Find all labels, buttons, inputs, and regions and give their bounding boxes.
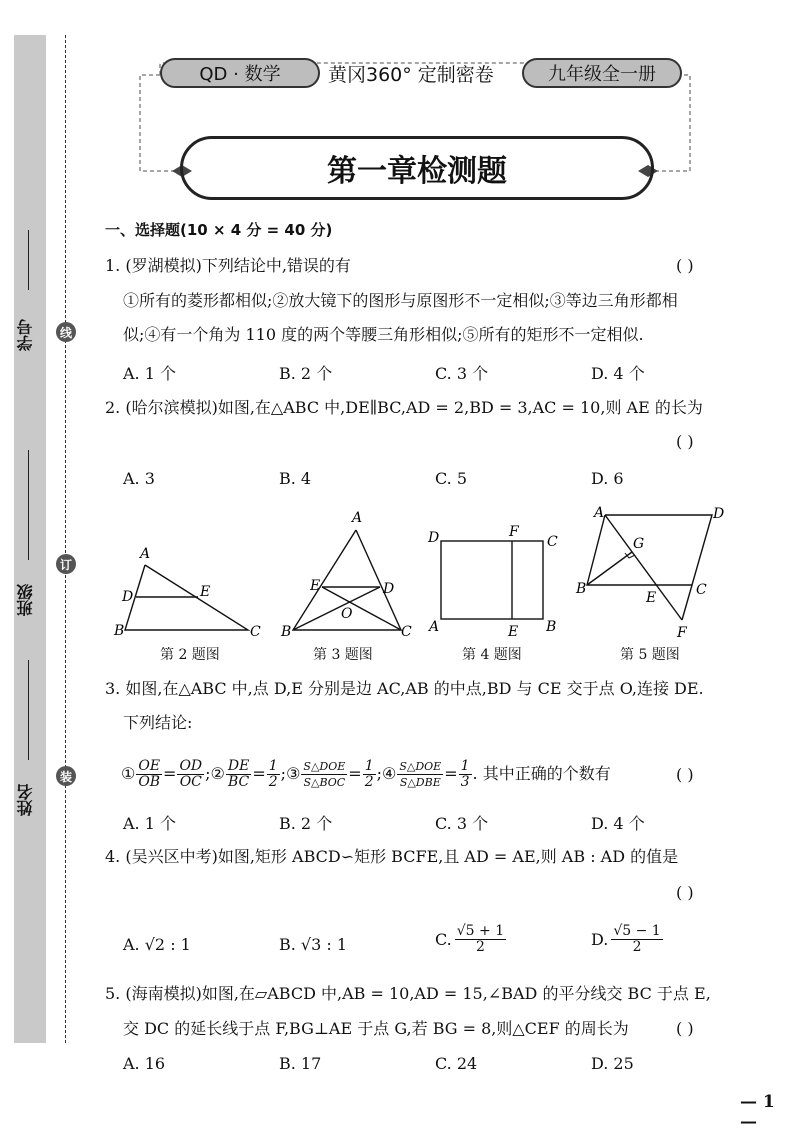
page-number: — 1 — xyxy=(740,1092,775,1132)
series-name: 黄冈360° 定制密卷 xyxy=(328,64,494,86)
fig4-label-c: C xyxy=(547,534,558,550)
q4-option-a: A. √2 : 1 xyxy=(123,935,191,954)
q5-stem-line1: 5. (海南模拟)如图,在▱ABCD 中,AB = 10,AD = 15,∠BAD 的平分线交 BC 于点 E, xyxy=(105,984,711,1003)
q2-stem: 2. (哈尔滨模拟)如图,在△ABC 中,DE∥BC,AD = 2,BD = 3,AC = 10,则 AE 的长为 xyxy=(105,398,703,417)
class-blank xyxy=(28,450,29,560)
student-id-label: 学号 xyxy=(16,319,35,351)
fig4-label-a: A xyxy=(429,619,440,635)
figure-2 xyxy=(125,565,248,630)
q1-line2: ①所有的菱形都相似;②放大镜下的图形与原图形不一定相似;③等边三角形都相 xyxy=(123,291,678,310)
q5-option-c: C. 24 xyxy=(435,1054,478,1073)
q1-option-a: A. 1 个 xyxy=(123,364,176,383)
page-title: 第一章检测题 xyxy=(180,136,654,200)
fig4-label-e: E xyxy=(508,624,519,640)
fig5-label-g: G xyxy=(633,536,645,552)
fig4-label-b: B xyxy=(546,619,557,635)
q3-frac-4b: $\frac{1}{3}$ xyxy=(460,757,470,790)
q3-frac-1: $\frac{OE}{OB}$ xyxy=(138,757,161,790)
q4-answer-blank: ( ) xyxy=(676,883,694,902)
fig5-label-d: D xyxy=(713,506,725,522)
q4-option-b: B. √3 : 1 xyxy=(279,935,348,954)
fig5-label-b: B xyxy=(576,581,587,597)
fig3-label-e: E xyxy=(310,578,321,594)
q2-option-a: A. 3 xyxy=(123,469,155,488)
fig2-label-e: E xyxy=(200,584,211,600)
bind-mark: 订 xyxy=(56,554,76,574)
binding-strip xyxy=(14,35,46,1043)
q1-option-b: B. 2 个 xyxy=(279,364,333,383)
q1-stem: 1. (罗湖模拟)下列结论中,错误的有 xyxy=(105,256,351,275)
fig3-label-d: D xyxy=(383,581,395,597)
q5-stem-line2: 交 DC 的延长线于点 F,BG⊥AE 于点 G,若 BG = 8,则△CEF 的周长为 xyxy=(123,1019,629,1038)
fig5-caption: 第 5 题图 xyxy=(620,647,680,663)
fig3-label-a: A xyxy=(352,510,363,526)
q3-option-d: D. 4 个 xyxy=(591,814,645,833)
q1-line3: 似;④有一个角为 110 度的两个等腰三角形相似;⑤所有的矩形不一定相似. xyxy=(123,325,644,344)
fig5-label-f: F xyxy=(677,625,687,641)
cut-line xyxy=(65,35,66,1043)
staple-mark: 装 xyxy=(56,766,76,786)
q5-option-d: D. 25 xyxy=(591,1054,634,1073)
q3-stem-line2: 下列结论: xyxy=(123,713,193,732)
fig4-label-f: F xyxy=(509,524,519,540)
q3-option-b: B. 2 个 xyxy=(279,814,333,833)
student-id-blank xyxy=(28,230,29,290)
q4-option-c: C. $\frac{√5 + 1}{2}$ xyxy=(435,923,505,955)
fig2-label-c: C xyxy=(250,624,261,640)
q2-option-d: D. 6 xyxy=(591,469,624,488)
fig3-label-o: O xyxy=(341,606,353,622)
fig4-caption: 第 4 题图 xyxy=(462,647,522,663)
figure-4 xyxy=(441,541,543,619)
q1-answer-blank: ( ) xyxy=(676,256,694,275)
q4-stem: 4. (吴兴区中考)如图,矩形 ABCD∽矩形 BCFE,且 AD = AE,则 AB : AD 的值是 xyxy=(105,847,679,866)
q3-option-c: C. 3 个 xyxy=(435,814,489,833)
q3-conclusions: ① $\frac{OE}{OB}$ = $\frac{OD}{OC}$ ;② $\frac{DE}{BC}$ = $\frac{1}{2}$ ;③ $\frac{\text{S△DOE}}{\text{S△BOC}}$ = $\frac{1}{2}$ ;④ $\frac{\text{S△DOE}}{\text{S△DBE}}$ = $\frac{1}{3}$ . 其中正确的个数有 xyxy=(121,757,611,790)
line-mark: 线 xyxy=(56,322,76,342)
fig2-label-b: B xyxy=(114,623,125,639)
fig5-label-c: C xyxy=(696,582,707,598)
q4-option-d: D. $\frac{√5 - 1}{2}$ xyxy=(591,923,661,955)
fig2-label-a: A xyxy=(140,546,151,562)
subject-tag: QD · 数学 xyxy=(160,58,320,88)
q2-answer-blank: ( ) xyxy=(676,432,694,451)
q3-frac-2b: $\frac{1}{2}$ xyxy=(268,757,278,790)
name-label: 姓名 xyxy=(16,784,35,816)
fig2-label-d: D xyxy=(122,589,134,605)
fig5-label-a: A xyxy=(594,505,605,521)
q3-frac-1b: $\frac{OD}{OC}$ xyxy=(179,757,203,790)
q3-stem-line1: 3. 如图,在△ABC 中,点 D,E 分别是边 AC,AB 的中点,BD 与 CE 交于点 O,连接 DE. xyxy=(105,679,704,698)
q2-option-c: C. 5 xyxy=(435,469,468,488)
section-heading: 一、选择题(10 × 4 分 = 40 分) xyxy=(105,221,333,239)
name-blank xyxy=(28,660,29,760)
q5-option-b: B. 17 xyxy=(279,1054,322,1073)
grade-tag: 九年级全一册 xyxy=(522,58,682,88)
fig3-caption: 第 3 题图 xyxy=(313,647,373,663)
q1-option-d: D. 4 个 xyxy=(591,364,645,383)
fig5-label-e: E xyxy=(646,590,657,606)
q2-option-b: B. 4 xyxy=(279,469,312,488)
q3-frac-3b: $\frac{1}{2}$ xyxy=(364,757,374,790)
q3-frac-4: $\frac{\text{S△DOE}}{\text{S△DBE}}$ xyxy=(399,759,442,789)
fig2-caption: 第 2 题图 xyxy=(160,647,220,663)
q3-answer-blank: ( ) xyxy=(676,765,694,784)
q1-option-c: C. 3 个 xyxy=(435,364,489,383)
class-label: 班级 xyxy=(16,584,35,616)
q3-frac-3: $\frac{\text{S△DOE}}{\text{S△BOC}}$ xyxy=(303,759,346,789)
fig4-label-d: D xyxy=(428,530,440,546)
figures-row xyxy=(100,500,725,650)
q5-option-a: A. 16 xyxy=(123,1054,166,1073)
q5-answer-blank: ( ) xyxy=(676,1019,694,1038)
fig3-label-c: C xyxy=(401,624,412,640)
q3-option-a: A. 1 个 xyxy=(123,814,176,833)
fig3-label-b: B xyxy=(281,624,292,640)
q3-frac-2: $\frac{DE}{BC}$ xyxy=(227,757,250,790)
